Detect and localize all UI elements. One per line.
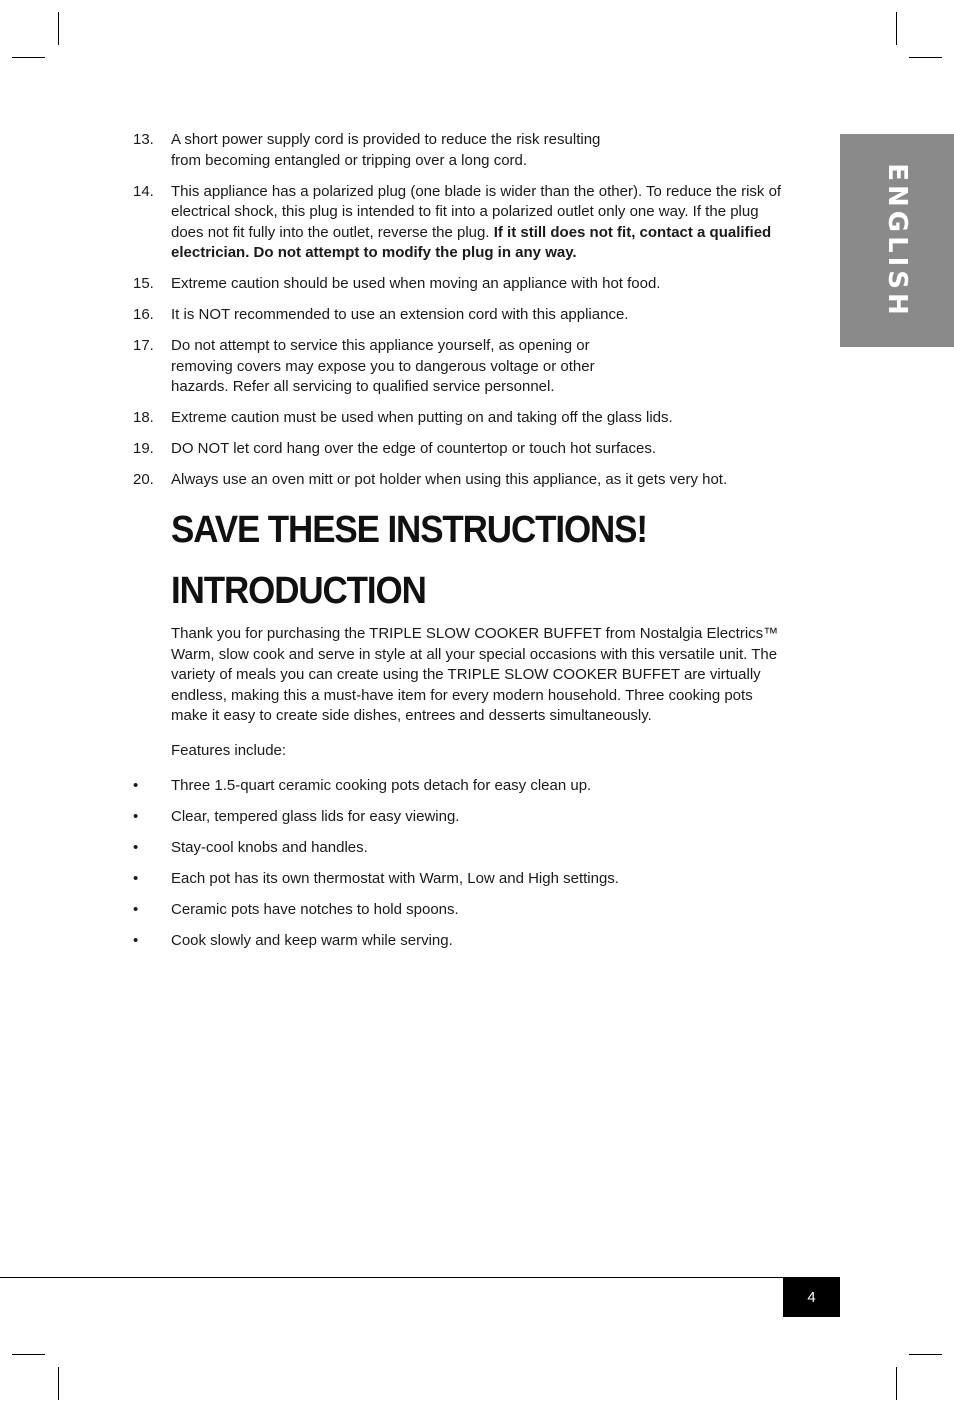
bullet-icon: •	[133, 901, 139, 918]
item-number: 20.	[133, 471, 154, 488]
feature-text: Cook slowly and keep warm while serving.	[171, 932, 453, 949]
crop-mark	[12, 1354, 45, 1355]
item-text: Always use an oven mitt or pot holder when using this appliance, as it gets very hot.	[171, 471, 728, 488]
item-number: 14.	[133, 182, 154, 200]
features-label: Features include:	[171, 742, 287, 759]
bullet-icon: •	[133, 932, 139, 949]
language-tab	[840, 134, 954, 347]
item-text: It is NOT recommended to use an extension cord with this appliance.	[171, 306, 629, 323]
footer-rule	[0, 1277, 840, 1278]
list-item	[133, 274, 783, 295]
item-number: 15.	[133, 275, 154, 292]
list-item	[133, 305, 783, 326]
item-number: 13.	[133, 131, 154, 148]
list-item	[133, 182, 783, 264]
item-warning-bold: If it still does not fit, contact a qualified electrician. Do not attempt to modify the plug in any way.	[171, 223, 772, 261]
feature-text: Stay-cool knobs and handles.	[171, 839, 368, 856]
crop-mark	[58, 12, 59, 45]
introduction-heading: INTRODUCTION	[171, 570, 426, 612]
language-tab-label: ENGLISH	[882, 162, 912, 319]
list-item	[133, 869, 783, 890]
feature-text: Ceramic pots have notches to hold spoons.	[171, 901, 459, 918]
item-text: Extreme caution should be used when moving an appliance with hot food.	[171, 275, 661, 292]
item-text-line: from becoming entangled or tripping over a long cord.	[171, 151, 528, 169]
crop-mark	[58, 1367, 59, 1400]
safety-list	[133, 130, 783, 501]
bullet-icon: •	[133, 870, 139, 887]
list-item	[133, 807, 783, 828]
item-number: 17.	[133, 337, 154, 354]
feature-text: Three 1.5-quart ceramic cooking pots detach for easy clean up.	[171, 777, 592, 794]
save-instructions-heading: SAVE THESE INSTRUCTIONS!	[171, 509, 647, 551]
crop-mark	[909, 57, 942, 58]
list-item	[133, 408, 783, 429]
item-text: DO NOT let cord hang over the edge of countertop or touch hot surfaces.	[171, 440, 656, 457]
crop-mark	[909, 1354, 942, 1355]
list-item	[133, 838, 783, 859]
item-number: 16.	[133, 306, 154, 323]
features-list	[133, 776, 783, 962]
bullet-icon: •	[133, 777, 139, 794]
bullet-icon: •	[133, 808, 139, 825]
list-item	[133, 776, 783, 797]
item-number: 18.	[133, 409, 154, 426]
intro-paragraph	[171, 624, 783, 727]
crop-mark	[896, 1367, 897, 1400]
list-item	[133, 439, 783, 460]
feature-text: Each pot has its own thermostat with Warm, Low and High settings.	[171, 870, 619, 887]
feature-text: Clear, tempered glass lids for easy viewing.	[171, 808, 460, 825]
item-text: This appliance has a polarized plug (one blade is wider than the other). To reduce the risk of electrical shock, this plug is intended to fit into a polarized outlet only one way. If the plug does not fit fully into the outlet, reverse the plug.	[171, 182, 782, 241]
crop-mark	[896, 12, 897, 45]
item-text: Extreme caution must be used when putting on and taking off the glass lids.	[171, 409, 673, 426]
list-item	[133, 470, 783, 491]
page-number: 4	[783, 1278, 840, 1317]
item-text-line: removing covers may expose you to dangerous voltage or other	[171, 357, 595, 375]
list-item	[133, 336, 783, 398]
list-item	[133, 130, 783, 171]
intro-text: Thank you for purchasing the TRIPLE SLOW COOKER BUFFET from Nostalgia Electrics™ Warm, slow cook and serve in style at all your special occasions with this versatile unit. The variety of meals you can create using the TRIPLE SLOW COOKER BUFFET are virtually endless, making this a must-have item for every modern household. Three cooking pots make it easy to create side dishes, entrees and desserts simultaneously.	[171, 625, 779, 724]
item-number: 19.	[133, 440, 154, 457]
item-text-line: hazards. Refer all servicing to qualified service personnel.	[171, 378, 555, 395]
list-item	[133, 931, 783, 952]
item-text-line: A short power supply cord is provided to reduce the risk resulting	[171, 131, 601, 148]
crop-mark	[12, 57, 45, 58]
list-item	[133, 900, 783, 921]
bullet-icon: •	[133, 839, 139, 856]
item-text-line: Do not attempt to service this appliance yourself, as opening or	[171, 337, 590, 354]
